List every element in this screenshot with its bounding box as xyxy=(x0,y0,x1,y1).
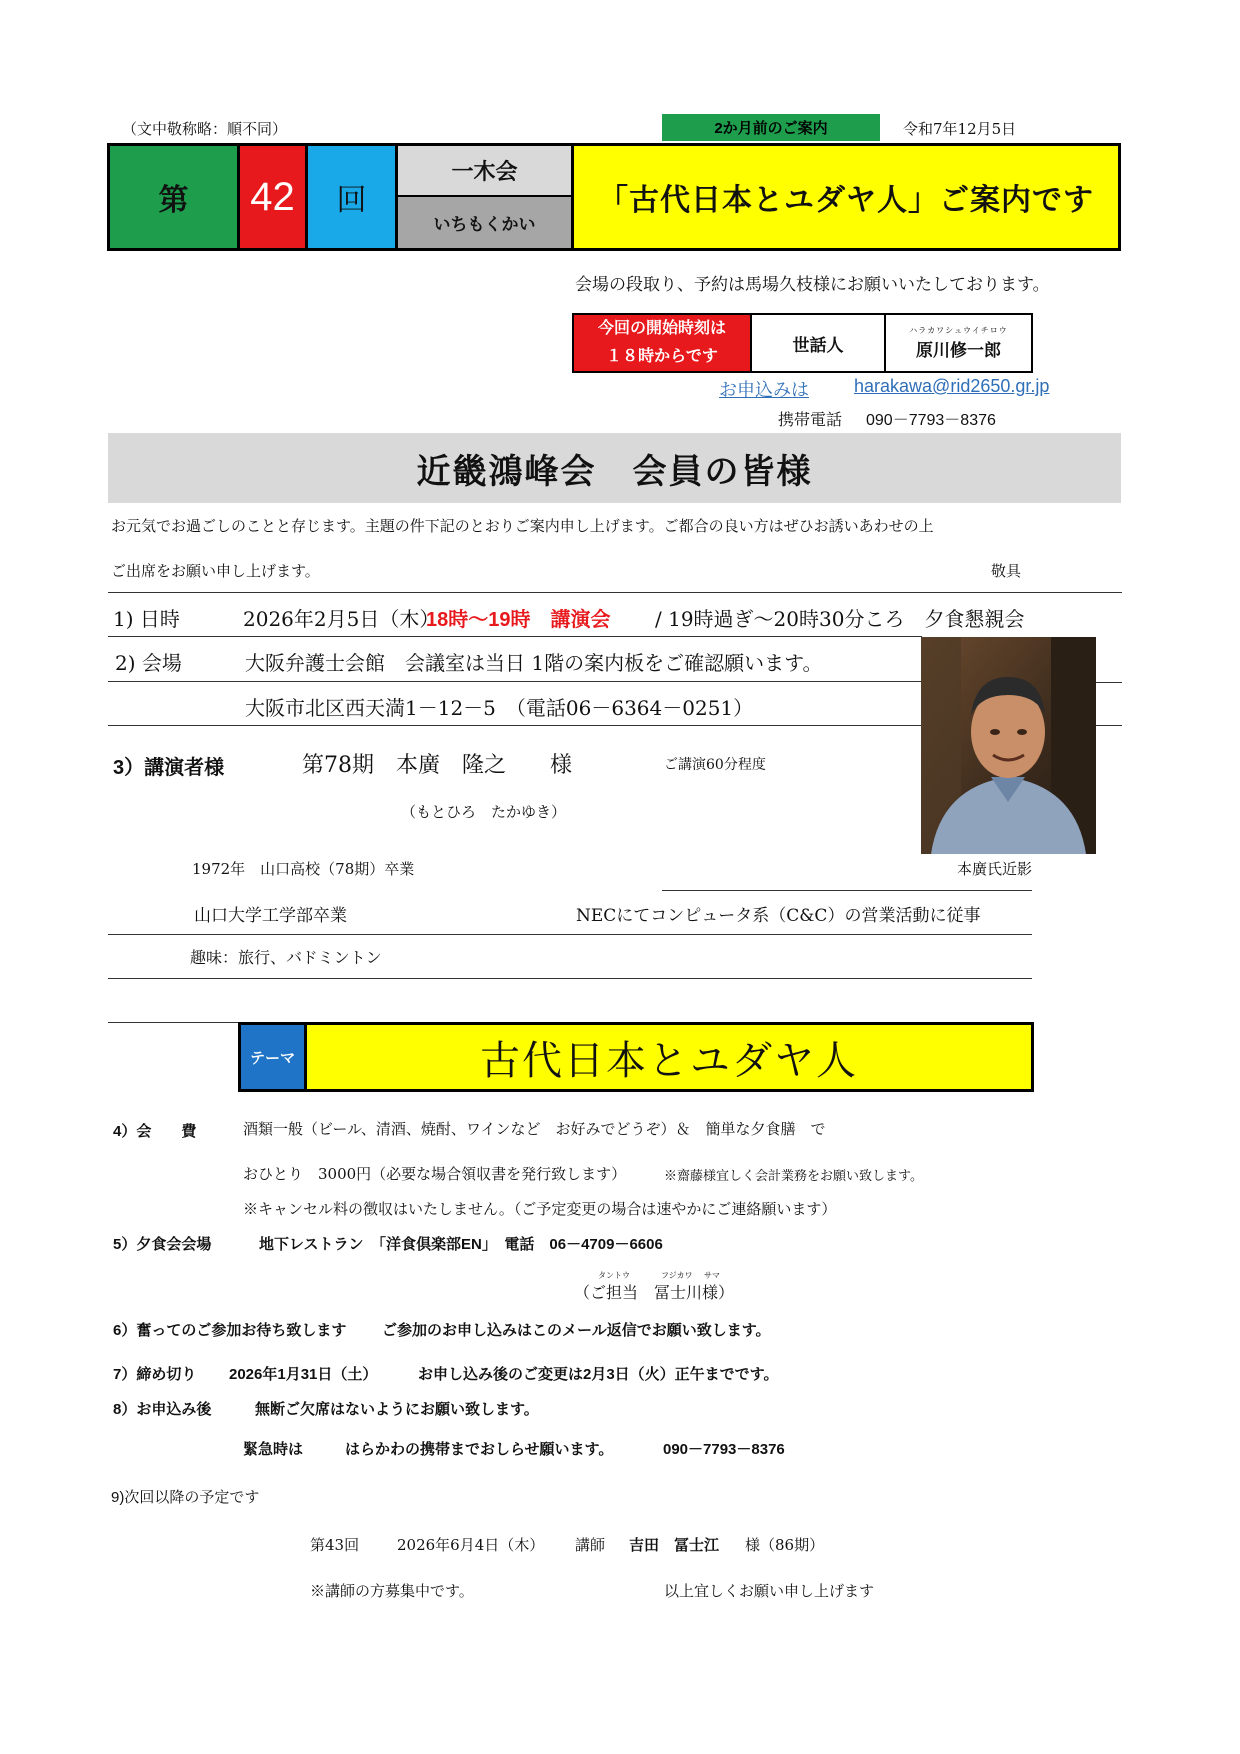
phone-number: 090－7793－8376 xyxy=(866,412,996,429)
divider xyxy=(108,592,1122,593)
theme-title: 古代日本とユダヤ人 xyxy=(307,1025,1031,1089)
join-text: ご参加のお申し込みはこのメール返信でお願い致します。 xyxy=(382,1322,771,1339)
after-text: 無断ご欠席はないようにお願い致します。 xyxy=(255,1401,539,1418)
intro-line2: ご出席をお願い申し上げます。 xyxy=(111,562,320,580)
speaker-name: 第78期 本廣 隆之 様 xyxy=(302,753,572,778)
datetime-label: 1) 日時 xyxy=(113,607,180,631)
closing-remark: 以上宜しくお願い申し上げます xyxy=(664,1582,875,1600)
fee-line2: おひとり 3000円（必要な場合領収書を発行致します） xyxy=(243,1165,627,1183)
venue-name: 大阪弁護士会館 会議室は当日 1階の案内板をご確認願います。 xyxy=(245,651,823,675)
venue-note: 会場の段取り、予約は馬場久枝様にお願いいたしております。 xyxy=(575,275,1050,295)
session-number: 42 xyxy=(240,146,308,248)
divider xyxy=(1096,725,1122,726)
divider xyxy=(1096,682,1122,683)
next-label: 9)次回以降の予定です xyxy=(111,1489,260,1506)
divider xyxy=(108,978,1032,979)
theme-tag: テーマ xyxy=(241,1025,307,1089)
next-lecturer-label: 講師 xyxy=(575,1536,606,1554)
host-name: 原川修一郎 xyxy=(916,341,1001,360)
deadline-text: お申し込み後のご変更は2月3日（火）正午までです。 xyxy=(418,1366,779,1383)
divider xyxy=(662,890,1032,891)
dinner-contact: （ご担当 冨士川様） xyxy=(574,1283,735,1302)
datetime-date: 2026年2月5日（木） xyxy=(243,607,440,631)
venue-label: 2) 会場 xyxy=(115,651,182,675)
deadline-date: 2026年1月31日（土） xyxy=(229,1366,378,1383)
fee-note: ※齋藤様宜しく会計業務をお願い致します。 xyxy=(664,1169,923,1184)
dai-cell: 第 xyxy=(110,146,240,248)
dinner-label: 5）夕食会会場 xyxy=(113,1236,212,1253)
divider xyxy=(108,681,922,682)
datetime-lecture: 18時～19時 講演会 xyxy=(426,609,611,631)
start-time-notice xyxy=(574,315,752,371)
venue-address: 大阪市北区西天満1－12－5 （電話06－6364－0251） xyxy=(245,696,754,720)
after-label: 8）お申込み後 xyxy=(113,1401,212,1418)
fee-label: 4）会 費 xyxy=(113,1123,197,1140)
speaker-label: 3）講演者様 xyxy=(113,757,225,779)
start-time-line2: １８時からです xyxy=(606,348,718,365)
speaker-photo xyxy=(921,637,1096,854)
divider xyxy=(108,934,1032,935)
dinner-ruby-3: サマ xyxy=(704,1271,720,1280)
main-title: 「古代日本とユダヤ人」ご案内です xyxy=(574,146,1118,248)
next-date: 2026年6月4日（木） xyxy=(397,1536,545,1554)
divider xyxy=(108,636,922,637)
phone-label: 携帯電話 xyxy=(778,412,843,429)
notice-tag: 2か月前のご案内 xyxy=(662,114,880,141)
club-name: 一木会 xyxy=(398,146,574,197)
dinner-ruby-2: フジカワ xyxy=(661,1271,693,1280)
portrait-image xyxy=(921,637,1096,854)
datetime-dinner: / 19時過ぎ～20時30分ころ 夕食懇親会 xyxy=(655,607,1025,631)
dinner-ruby-1: タントウ xyxy=(598,1271,630,1280)
fee-line3: ※キャンセル料の徴収はいたしません。（ご予定変更の場合は速やかにご連絡願います） xyxy=(243,1200,837,1218)
join-label: 6）奮ってのご参加お待ち致します xyxy=(113,1322,347,1339)
hobby: 趣味：旅行、バドミントン xyxy=(190,948,382,967)
start-time-box xyxy=(572,313,1033,373)
career-3: NECにてコンピュータ系（C&C）の営業活動に従事 xyxy=(576,906,981,926)
title-header xyxy=(107,143,1121,251)
salutation-banner: 近畿鴻峰会 会員の皆様 xyxy=(108,433,1121,503)
theme-banner xyxy=(238,1022,1034,1092)
host-cell xyxy=(886,315,1031,371)
emergency-text: はらかわの携帯までおしらせ願います。 xyxy=(345,1441,614,1458)
host-label: 世話人 xyxy=(752,315,886,371)
club-reading: いちもくかい xyxy=(398,197,574,248)
recruit-note: ※講師の方募集中です。 xyxy=(310,1582,474,1600)
photo-caption: 本廣氏近影 xyxy=(957,860,1033,878)
honorific-note: （文中敬称略：順不同） xyxy=(122,120,288,138)
next-lecturer-name: 吉田 冨士江 xyxy=(629,1537,720,1554)
next-session: 第43回 xyxy=(310,1536,360,1554)
email-link[interactable]: harakawa@rid2650.gr.jp xyxy=(854,376,1050,396)
speaker-duration: ご講演60分程度 xyxy=(664,757,766,773)
dinner-line: 地下レストラン 「洋食倶楽部EN」 電話 06－4709－6606 xyxy=(259,1236,663,1253)
fee-line1: 酒類一般（ビール、清酒、焼酎、ワインなど お好みでどうぞ）＆ 簡単な夕食膳 で xyxy=(243,1120,826,1138)
apply-label[interactable]: お申込みは xyxy=(719,380,809,400)
career-2: 山口大学工学部卒業 xyxy=(194,906,347,926)
kai-cell: 回 xyxy=(308,146,398,248)
divider xyxy=(108,1022,238,1023)
start-time-line1: 今回の開始時刻は xyxy=(597,320,726,337)
issue-date: 令和7年12月5日 xyxy=(903,120,1017,138)
speaker-reading: （もとひろ たかゆき） xyxy=(401,803,567,821)
intro-line1: お元気でお過ごしのことと存じます。主題の件下記のとおりご案内申し上げます。ご都合の良い方はぜひお誘いあわせの上 xyxy=(111,517,934,535)
emergency-phone: 090－7793－8376 xyxy=(663,1441,785,1458)
host-ruby: ハラカワシュウイチロウ xyxy=(909,326,1008,335)
divider xyxy=(108,725,922,726)
deadline-label: 7）締め切り xyxy=(113,1366,197,1383)
emergency-label: 緊急時は xyxy=(243,1441,304,1458)
intro-closing: 敬具 xyxy=(991,562,1022,580)
next-lecturer-suffix: 様（86期） xyxy=(745,1536,825,1554)
career-1: 1972年 山口高校（78期）卒業 xyxy=(192,860,415,878)
